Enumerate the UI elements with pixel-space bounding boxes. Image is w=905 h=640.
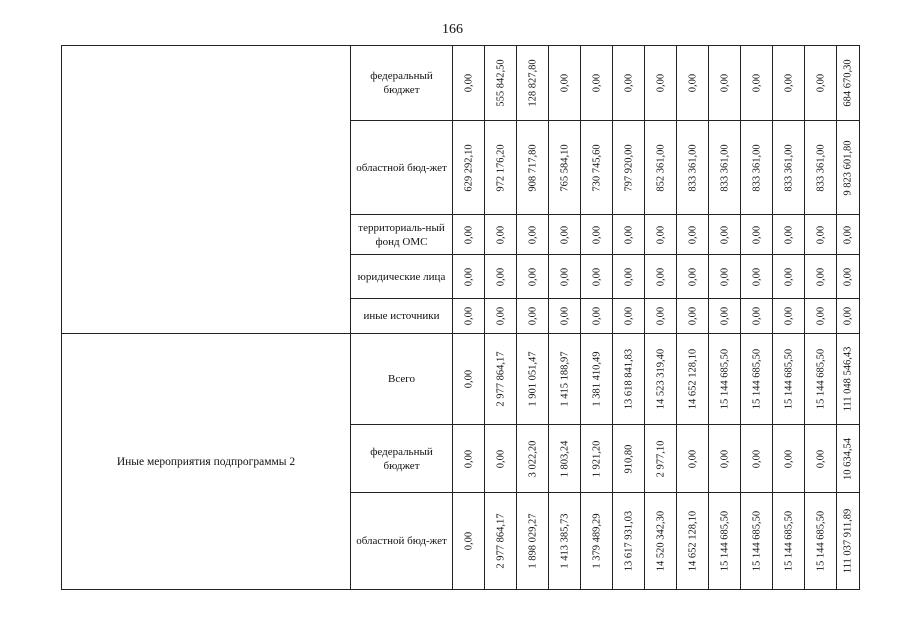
amount-cell <box>741 334 773 425</box>
amount-cell <box>453 121 485 215</box>
amount-cell <box>453 255 485 299</box>
amount-value: 0,00 <box>527 225 538 244</box>
amount-cell <box>485 425 517 493</box>
amount-value: 0,00 <box>815 73 826 93</box>
amount-cell <box>773 121 805 215</box>
program-name-cell <box>62 46 351 334</box>
amount-value: 1 379 489,29 <box>591 513 602 569</box>
amount-value: 0,00 <box>719 449 730 468</box>
amount-cell <box>613 425 645 493</box>
amount-value: 833 361,00 <box>783 143 794 192</box>
amount-cell <box>581 334 613 425</box>
amount-cell <box>581 46 613 121</box>
amount-cell <box>581 299 613 334</box>
amount-cell <box>549 46 581 121</box>
amount-value: 0,00 <box>815 306 826 326</box>
amount-cell <box>645 46 677 121</box>
amount-cell <box>805 334 837 425</box>
amount-value: 3 022,20 <box>527 440 538 477</box>
amount-cell <box>677 299 709 334</box>
amount-value: 730 745,60 <box>591 143 602 192</box>
amount-value: 0,00 <box>783 73 794 93</box>
table-row <box>62 334 860 425</box>
amount-cell <box>581 493 613 590</box>
amount-value: 9 823 601,80 <box>842 139 854 196</box>
amount-cell <box>741 255 773 299</box>
amount-cell <box>677 334 709 425</box>
amount-value: 684 670,30 <box>842 59 854 107</box>
amount-cell <box>581 121 613 215</box>
funding-source-cell: иные источники <box>351 299 453 334</box>
funding-source-cell: территориаль-ный фонд ОМС <box>351 215 453 255</box>
amount-cell <box>581 215 613 255</box>
amount-value: 0,00 <box>463 267 474 286</box>
amount-cell <box>837 215 860 255</box>
amount-value: 0,00 <box>815 267 826 286</box>
amount-value: 0,00 <box>687 306 698 326</box>
amount-cell <box>741 46 773 121</box>
amount-cell <box>709 121 741 215</box>
amount-value: 0,00 <box>527 267 538 286</box>
amount-value: 14 652 128,10 <box>687 348 698 410</box>
amount-value: 0,00 <box>463 225 474 244</box>
funding-source-cell: областной бюд-жет <box>351 121 453 215</box>
amount-cell <box>613 215 645 255</box>
amount-value: 908 717,80 <box>527 143 538 192</box>
amount-cell <box>805 255 837 299</box>
amount-cell <box>517 255 549 299</box>
amount-value: 0,00 <box>719 225 730 244</box>
amount-value: 0,00 <box>783 306 794 326</box>
amount-value: 0,00 <box>463 73 474 93</box>
amount-cell <box>549 299 581 334</box>
amount-cell <box>549 334 581 425</box>
amount-cell <box>837 299 860 334</box>
amount-cell <box>613 255 645 299</box>
amount-cell <box>773 215 805 255</box>
amount-value: 10 634,54 <box>842 437 854 480</box>
amount-value: 0,00 <box>527 306 538 326</box>
amount-value: 0,00 <box>495 449 506 468</box>
amount-cell <box>645 493 677 590</box>
amount-value: 128 827,80 <box>527 59 538 107</box>
amount-cell <box>485 121 517 215</box>
amount-value: 765 584,10 <box>559 143 570 192</box>
amount-value: 1 381 410,49 <box>591 351 602 407</box>
amount-value: 0,00 <box>655 267 666 286</box>
amount-cell <box>549 425 581 493</box>
amount-value: 0,00 <box>591 73 602 93</box>
amount-cell <box>709 46 741 121</box>
amount-value: 0,00 <box>559 267 570 286</box>
amount-cell <box>485 255 517 299</box>
amount-cell <box>453 46 485 121</box>
amount-value: 13 617 931,03 <box>623 510 634 572</box>
amount-cell <box>837 46 860 121</box>
amount-cell <box>773 334 805 425</box>
amount-value: 797 920,00 <box>623 143 634 192</box>
amount-value: 111 037 911,89 <box>842 508 854 574</box>
amount-cell <box>517 299 549 334</box>
amount-value: 0,00 <box>655 225 666 244</box>
amount-value: 14 523 319,40 <box>655 348 666 410</box>
amount-value: 0,00 <box>591 225 602 244</box>
amount-value: 15 144 685,50 <box>783 348 794 410</box>
amount-value: 0,00 <box>751 267 762 286</box>
amount-cell <box>517 46 549 121</box>
amount-cell <box>773 425 805 493</box>
amount-value: 0,00 <box>783 267 794 286</box>
amount-cell <box>645 334 677 425</box>
amount-cell <box>805 493 837 590</box>
amount-value: 2 977,10 <box>655 440 666 477</box>
amount-value: 2 977 864,17 <box>495 513 506 569</box>
amount-value: 555 842,50 <box>495 59 506 107</box>
amount-cell <box>773 255 805 299</box>
amount-cell <box>773 46 805 121</box>
amount-value: 0,00 <box>751 73 762 93</box>
amount-cell <box>805 299 837 334</box>
amount-cell <box>805 425 837 493</box>
amount-value: 15 144 685,50 <box>751 348 762 410</box>
amount-value: 0,00 <box>719 73 730 93</box>
amount-value: 0,00 <box>623 306 634 326</box>
funding-source-cell: юридические лица <box>351 255 453 299</box>
amount-cell <box>741 425 773 493</box>
amount-cell <box>613 299 645 334</box>
amount-value: 0,00 <box>751 225 762 244</box>
amount-value: 0,00 <box>495 267 506 286</box>
table-row <box>62 46 860 121</box>
funding-source-cell: федеральный бюджет <box>351 46 453 121</box>
amount-cell <box>677 121 709 215</box>
amount-value: 14 520 342,30 <box>655 510 666 572</box>
amount-value: 0,00 <box>687 267 698 286</box>
amount-cell <box>805 46 837 121</box>
amount-cell <box>709 425 741 493</box>
amount-cell <box>453 334 485 425</box>
amount-value: 0,00 <box>463 306 474 326</box>
amount-value: 111 048 546,43 <box>842 346 854 412</box>
amount-value: 0,00 <box>687 225 698 244</box>
amount-cell <box>613 121 645 215</box>
amount-value: 0,00 <box>463 531 474 551</box>
amount-cell <box>645 255 677 299</box>
amount-cell <box>517 121 549 215</box>
amount-cell <box>805 215 837 255</box>
amount-value: 1 921,20 <box>591 440 602 477</box>
amount-value: 0,00 <box>495 225 506 244</box>
amount-value: 0,00 <box>751 306 762 326</box>
amount-cell <box>709 493 741 590</box>
amount-cell <box>741 121 773 215</box>
amount-value: 1 901 051,47 <box>527 351 538 407</box>
amount-cell <box>517 493 549 590</box>
amount-value: 15 144 685,50 <box>783 510 794 572</box>
amount-cell <box>549 215 581 255</box>
amount-value: 1 803,24 <box>559 440 570 477</box>
amount-value: 0,00 <box>687 73 698 93</box>
amount-value: 910,80 <box>623 444 634 473</box>
amount-value: 0,00 <box>783 449 794 468</box>
amount-value: 0,00 <box>719 267 730 286</box>
funding-source-cell: областной бюд-жет <box>351 493 453 590</box>
amount-value: 833 361,00 <box>687 143 698 192</box>
amount-cell <box>517 425 549 493</box>
amount-value: 0,00 <box>842 306 854 326</box>
amount-cell <box>709 215 741 255</box>
amount-cell <box>613 493 645 590</box>
amount-value: 15 144 685,50 <box>815 348 826 410</box>
amount-value: 15 144 685,50 <box>751 510 762 572</box>
amount-cell <box>677 215 709 255</box>
amount-value: 1 413 385,73 <box>559 513 570 569</box>
amount-value: 0,00 <box>687 449 698 468</box>
amount-cell <box>837 334 860 425</box>
amount-value: 1 898 029,27 <box>527 513 538 569</box>
amount-cell <box>645 425 677 493</box>
amount-cell <box>581 425 613 493</box>
amount-value: 0,00 <box>842 267 854 286</box>
amount-cell <box>677 425 709 493</box>
amount-cell <box>677 46 709 121</box>
amount-cell <box>741 493 773 590</box>
amount-value: 0,00 <box>751 449 762 468</box>
amount-value: 0,00 <box>591 267 602 286</box>
amount-value: 15 144 685,50 <box>719 348 730 410</box>
program-name-cell: Иные мероприятия подпрограммы 2 <box>62 334 351 590</box>
amount-cell <box>517 215 549 255</box>
amount-value: 0,00 <box>495 306 506 326</box>
amount-cell <box>549 493 581 590</box>
amount-value: 0,00 <box>783 225 794 244</box>
amount-cell <box>549 121 581 215</box>
amount-value: 0,00 <box>842 225 854 244</box>
amount-value: 0,00 <box>815 449 826 468</box>
amount-cell <box>837 493 860 590</box>
amount-value: 972 176,20 <box>495 143 506 192</box>
amount-cell <box>645 215 677 255</box>
amount-cell <box>453 493 485 590</box>
funding-source-cell: федеральный бюджет <box>351 425 453 493</box>
amount-value: 0,00 <box>719 306 730 326</box>
amount-value: 629 292,10 <box>463 143 474 192</box>
amount-value: 0,00 <box>623 73 634 93</box>
amount-value: 2 977 864,17 <box>495 351 506 407</box>
amount-cell <box>517 334 549 425</box>
amount-cell <box>453 425 485 493</box>
amount-cell <box>581 255 613 299</box>
amount-cell <box>453 215 485 255</box>
amount-cell <box>837 255 860 299</box>
amount-value: 1 415 188,97 <box>559 351 570 407</box>
amount-value: 0,00 <box>463 369 474 389</box>
amount-value: 0,00 <box>559 306 570 326</box>
amount-cell <box>613 46 645 121</box>
amount-cell <box>709 255 741 299</box>
amount-value: 15 144 685,50 <box>719 510 730 572</box>
amount-cell <box>485 215 517 255</box>
amount-value: 0,00 <box>655 306 666 326</box>
amount-cell <box>645 121 677 215</box>
amount-value: 0,00 <box>463 449 474 468</box>
amount-cell <box>677 255 709 299</box>
amount-cell <box>805 121 837 215</box>
amount-cell <box>453 299 485 334</box>
amount-value: 14 652 128,10 <box>687 510 698 572</box>
amount-value: 15 144 685,50 <box>815 510 826 572</box>
amount-value: 833 361,00 <box>751 143 762 192</box>
amount-cell <box>773 299 805 334</box>
amount-value: 852 361,00 <box>655 143 666 192</box>
amount-cell <box>645 299 677 334</box>
amount-cell <box>549 255 581 299</box>
amount-value: 0,00 <box>815 225 826 244</box>
amount-cell <box>677 493 709 590</box>
amount-value: 0,00 <box>623 225 634 244</box>
amount-cell <box>741 215 773 255</box>
amount-cell <box>837 121 860 215</box>
amount-cell <box>741 299 773 334</box>
amount-value: 0,00 <box>623 267 634 286</box>
amount-cell <box>485 493 517 590</box>
amount-cell <box>613 334 645 425</box>
amount-cell <box>709 299 741 334</box>
amount-cell <box>485 46 517 121</box>
page-number: 166 <box>442 22 463 37</box>
amount-cell <box>837 425 860 493</box>
amount-value: 0,00 <box>559 225 570 244</box>
amount-value: 0,00 <box>655 73 666 93</box>
funding-source-cell: Всего <box>351 334 453 425</box>
amount-value: 833 361,00 <box>815 143 826 192</box>
amount-value: 0,00 <box>591 306 602 326</box>
budget-table <box>61 45 860 590</box>
amount-cell <box>773 493 805 590</box>
amount-cell <box>485 334 517 425</box>
amount-value: 833 361,00 <box>719 143 730 192</box>
amount-cell <box>485 299 517 334</box>
amount-value: 0,00 <box>559 73 570 93</box>
amount-value: 13 618 841,83 <box>623 348 634 410</box>
amount-cell <box>709 334 741 425</box>
